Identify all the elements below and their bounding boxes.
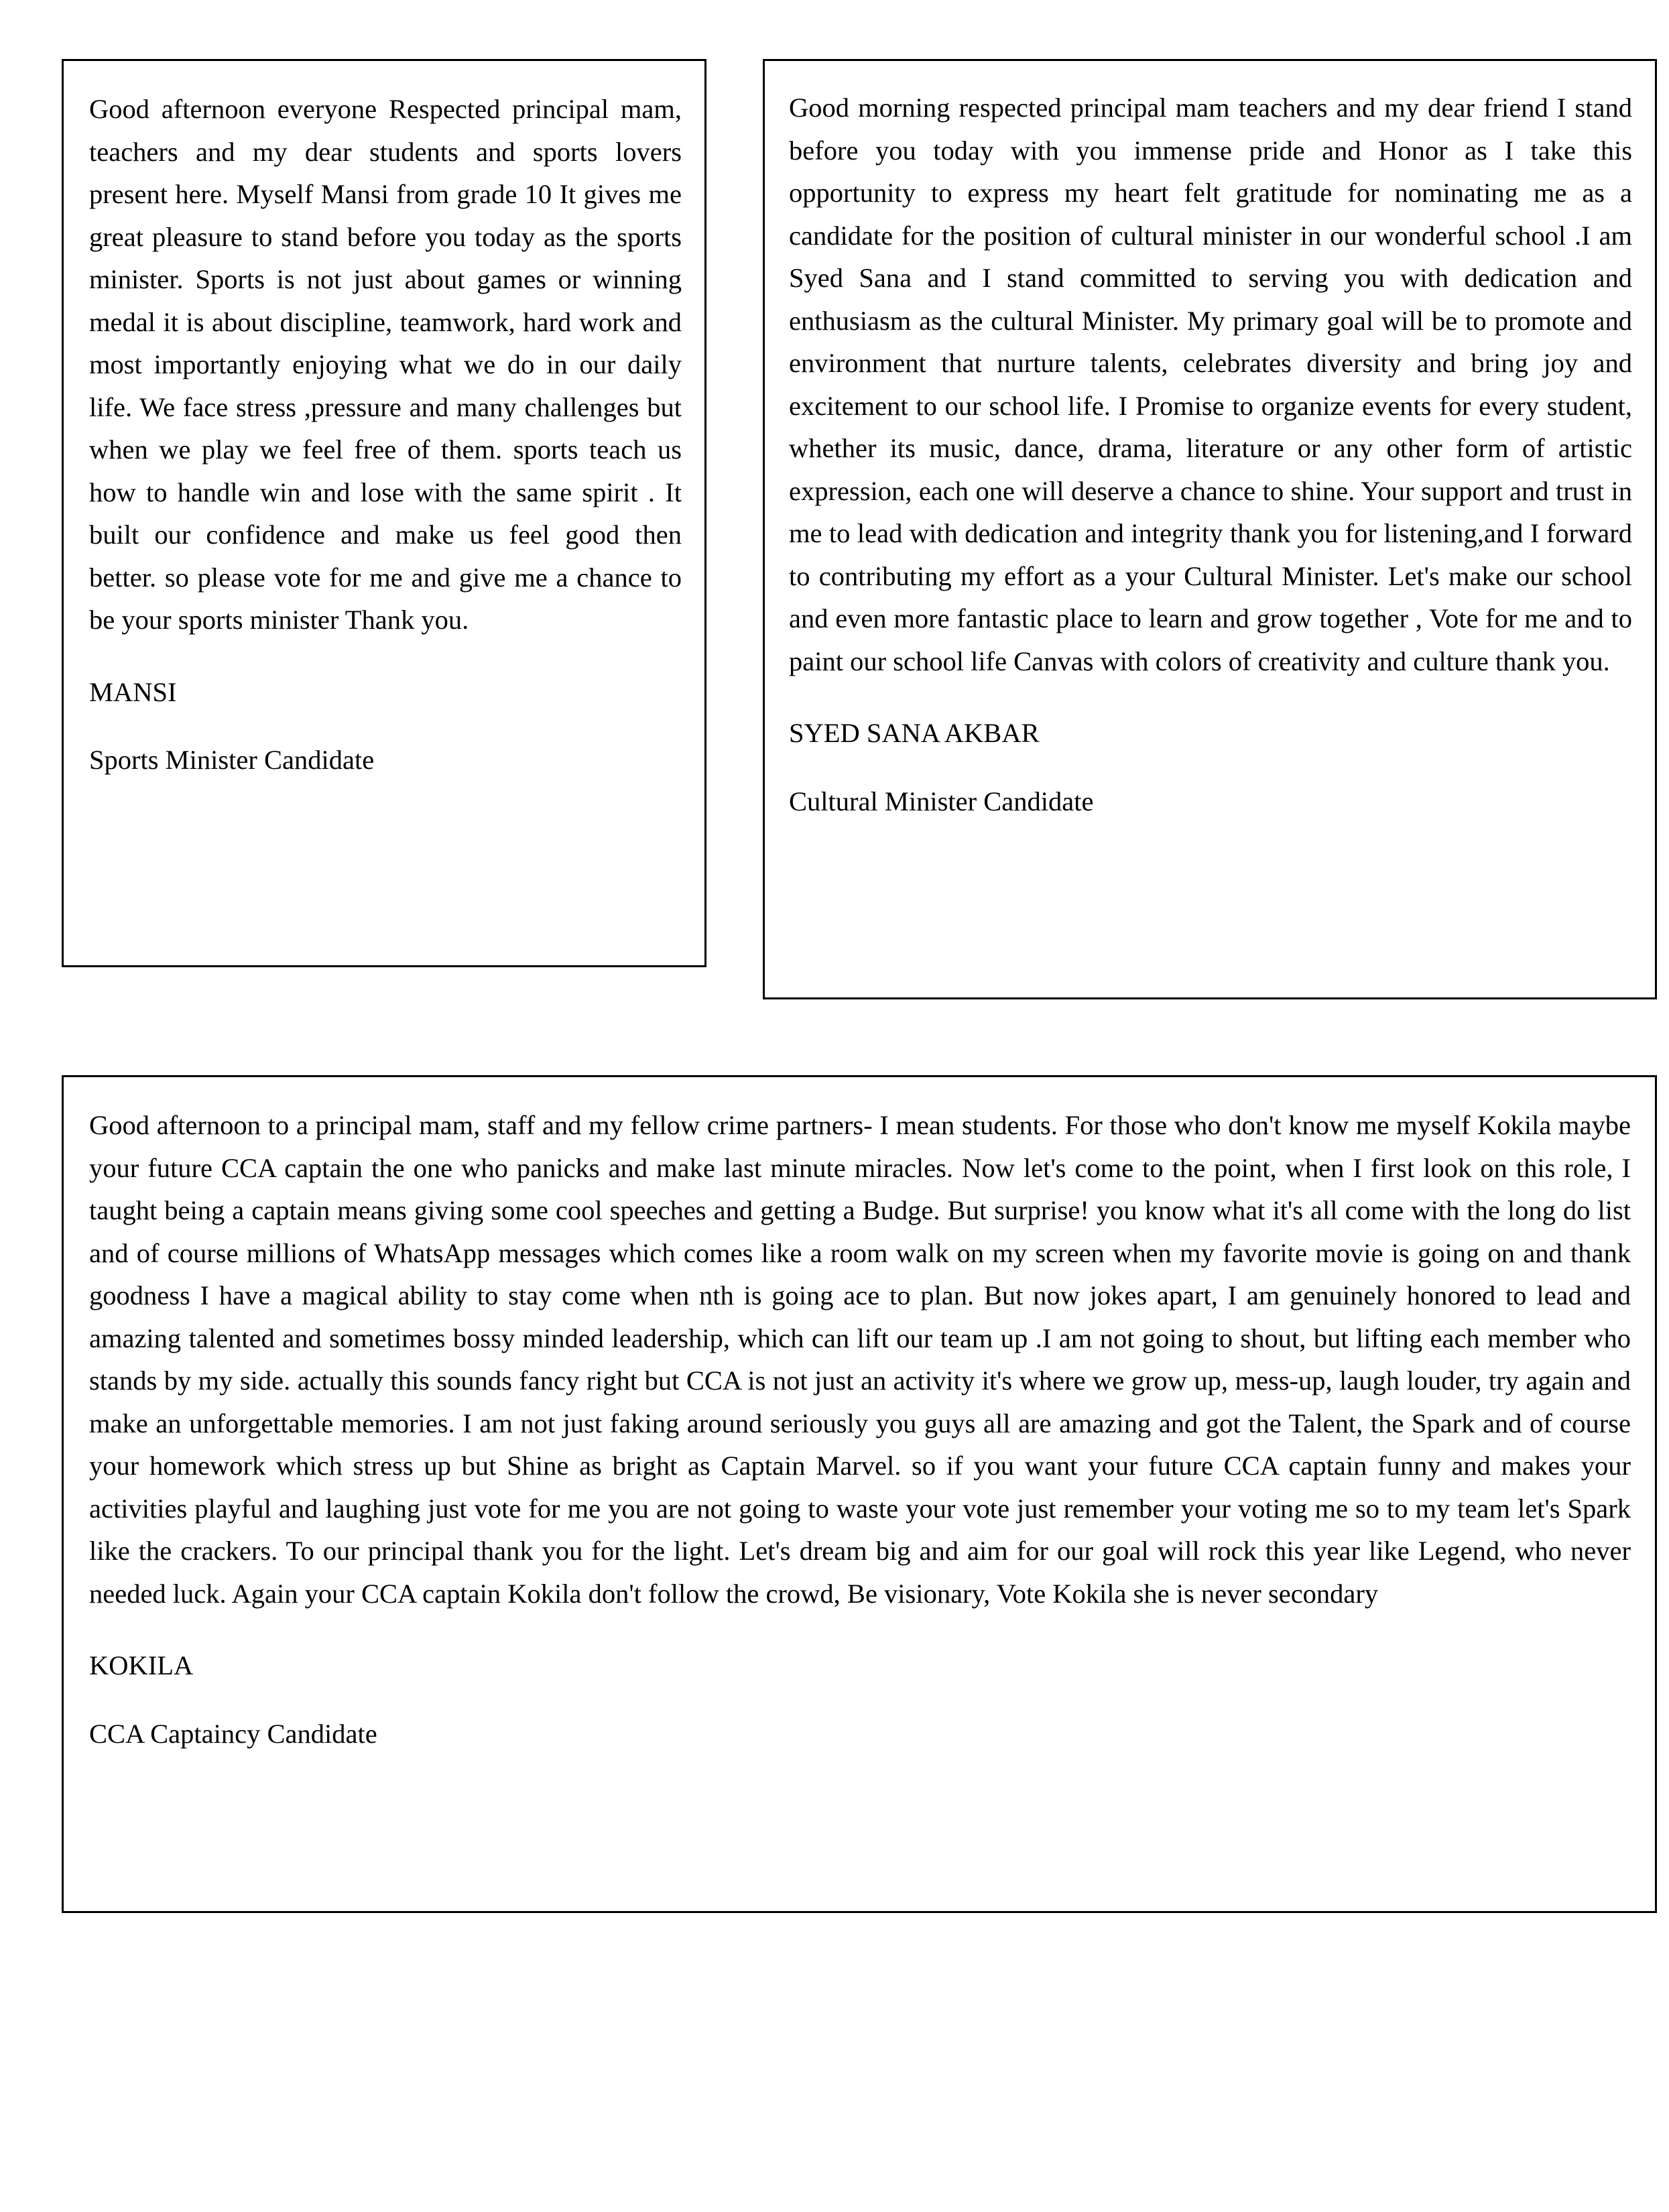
speech-box-cca-captaincy [62, 1075, 1657, 1913]
speech-body-text: Good morning respected principal mam teachers and my dear friend I stand before you today with you immense pride and Honor as I take this opportunity to express my heart felt gratitude for nominating me as a candidate for the position of cultural minister in our wonderful school .I am Syed Sana and I stand committed to serving you with dedication and enthusiasm as the cultural Minister. My primary goal will be to promote and environment that nurture talents, celebrates diversity and bring joy and excitement to our school life. I Promise to organize events for every student, whether its music, dance, drama, literature or any other form of artistic expression, each one will deserve a chance to shine. Your support and trust in me to lead with dedication and integrity thank you for listening,and I forward to contributing my effort as a your Cultural Minister. Let's make our school and even more fantastic place to learn and grow together , Vote for me and to paint our school life Canvas with colors of creativity and culture thank you. [789, 93, 1632, 676]
candidate-name: SYED SANA AKBAR [789, 718, 1040, 748]
candidate-role: CCA Captaincy Candidate [89, 1718, 377, 1749]
speech-body-text: Good afternoon to a principal mam, staff and my fellow crime partners- I mean students. For those who don't know me myself Kokila maybe your future CCA captain the one who panicks and make last minute miracles. Now let's come to the point, when I first look on this role, I taught being a captain means giving some cool speeches and getting a Budge. But surprise! you know what it's all come with the long do list and of course millions of WhatsApp messages which comes like a room walk on my screen when my favorite movie is going on and thank goodness I have a magical ability to stay come when nth is going ace to plan. But now jokes apart, I am genuinely honored to lead and amazing talented and sometimes bossy minded leadership, which can lift our team up .I am not going to shout, but lifting each member who stands by my side. actually this sounds fancy right but CCA is not just an activity it's where we grow up, mess-up, laugh louder, try again and make an unforgettable memories. I am not just faking around seriously you guys all are amazing and got the Talent, the Spark and of course your homework which stress up but Shine as bright as Captain Marvel. so if you want your future CCA captain funny and makes your activities playful and laughing just vote for me you are not going to waste your vote just remember your voting me so to my team let's Spark like the crackers. To our principal thank you for the light. Let's dream big and aim for our goal will rock this year like Legend, who never needed luck. Again your CCA captain Kokila don't follow the crowd, Be visionary, Vote Kokila she is never secondary [89, 1110, 1631, 1609]
speech-box-cultural-minister [763, 59, 1657, 999]
candidate-role: Sports Minister Candidate [89, 745, 375, 775]
candidate-role: Cultural Minister Candidate [789, 786, 1094, 816]
speech-body-text: Good afternoon everyone Respected principal mam, teachers and my dear students and sports lovers present here. Myself Mansi from grade 10 It gives me great pleasure to stand before you today as the sports minister. Sports is not just about games or winning medal it is about discipline, teamwork, hard work and most importantly enjoying what we do in our daily life. We face stress ,pressure and many challenges but when we play we feel free of them. sports teach us how to handle win and lose with the same spirit . It built our confidence and make us feel good then better. so please vote for me and give me a chance to be your sports minister Thank you. [89, 94, 682, 635]
candidate-name: MANSI [89, 676, 177, 707]
candidate-name: KOKILA [89, 1650, 194, 1680]
speech-box-sports-minister [62, 59, 706, 967]
